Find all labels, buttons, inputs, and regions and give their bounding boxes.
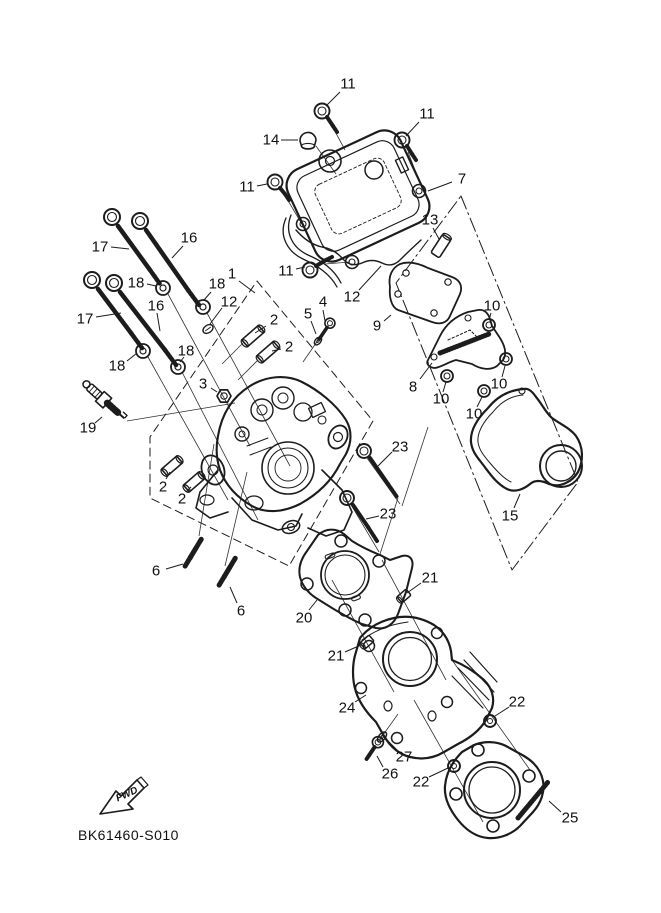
diagram-code: BK61460-S010: [78, 827, 179, 843]
callout-9: 9: [372, 317, 382, 335]
washer-18a: [156, 281, 170, 295]
callout-10: 10: [465, 405, 483, 423]
callout-leader-25: [549, 801, 561, 812]
callout-11: 11: [340, 75, 356, 93]
callout-leader-22: [429, 768, 448, 777]
callout-leader-9: [384, 315, 391, 321]
cylinder-gasket-25-drawing: [445, 742, 548, 838]
callout-18: 18: [127, 274, 145, 292]
callout-2: 2: [177, 490, 187, 508]
callout-26: 26: [381, 765, 399, 783]
callout-27: 27: [395, 748, 413, 766]
callout-leader-12: [359, 266, 381, 290]
callout-14: 14: [262, 131, 280, 149]
callout-leader-15: [514, 494, 520, 508]
callout-18: 18: [208, 275, 226, 293]
bracket-8-drawing: [427, 310, 505, 369]
callout-5: 5: [303, 305, 313, 323]
dashdot-box-gasket-group: [396, 196, 578, 570]
callout-19: 19: [79, 419, 97, 437]
callout-leader-20: [309, 600, 317, 610]
callout-leader-17: [111, 247, 129, 249]
callout-25: 25: [561, 809, 579, 827]
callout-3: 3: [198, 375, 208, 393]
cover-bolts-drawing: [268, 104, 417, 278]
callout-leader-16: [157, 313, 160, 331]
callout-23: 23: [379, 505, 397, 523]
callout-11: 11: [419, 105, 435, 123]
callout-leader-6: [166, 564, 183, 569]
callout-leader-18: [204, 292, 211, 300]
callout-layer: [77, 76, 579, 827]
callout-8: 8: [408, 378, 418, 396]
cylinder-head-cover-drawing: [281, 124, 436, 268]
callout-leader-7: [428, 182, 452, 191]
orings-22-drawing: [448, 715, 496, 772]
callout-24: 24: [338, 699, 356, 717]
callout-2: 2: [284, 338, 294, 356]
callout-leader-5: [311, 321, 316, 334]
heat-plate-9-drawing: [389, 263, 461, 324]
callout-12: 12: [220, 293, 238, 311]
callout-leader-11: [257, 184, 267, 186]
fwd-arrow: [100, 777, 148, 814]
fwd-label: FWD: [114, 785, 140, 805]
spark-plug-drawing: [80, 377, 129, 423]
callout-20: 20: [295, 609, 313, 627]
callout-10: 10: [490, 375, 508, 393]
callout-leader-6: [230, 587, 237, 603]
callout-21: 21: [421, 569, 439, 587]
callout-13: 13: [421, 211, 439, 229]
washer-18d: [171, 360, 185, 374]
callout-leader-23: [366, 516, 379, 519]
callout-12: 12: [343, 288, 361, 306]
washer-5-drawing: [313, 336, 323, 346]
callout-23: 23: [391, 438, 409, 456]
callout-7: 7: [457, 170, 467, 188]
callout-leader-18: [127, 353, 137, 361]
callout-leader-21: [407, 583, 421, 593]
callout-16: 16: [180, 229, 198, 247]
callout-11: 11: [239, 178, 255, 196]
callout-leader-21: [345, 645, 361, 652]
callout-leader-4: [323, 310, 325, 321]
callout-16: 16: [147, 297, 165, 315]
gasket-15-drawing: [471, 388, 582, 491]
callout-10: 10: [432, 390, 450, 408]
studs-6-drawing: [185, 539, 235, 585]
callout-leader-11: [406, 122, 419, 136]
callout-leader-3: [211, 388, 217, 392]
bolt-4-drawing: [315, 316, 337, 342]
callout-leader-8: [420, 363, 432, 379]
callout-18: 18: [177, 342, 195, 360]
callout-leader-16: [172, 246, 183, 258]
callout-leader-18: [147, 284, 156, 286]
grommet-14-drawing: [300, 132, 316, 149]
callout-15: 15: [501, 507, 519, 525]
dowel-pin-13-drawing: [431, 232, 453, 258]
callout-17: 17: [76, 310, 94, 328]
callout-2: 2: [158, 478, 168, 496]
bolt-11a: [315, 104, 338, 133]
head-gasket-20-drawing: [299, 530, 412, 629]
callout-10: 10: [483, 297, 501, 315]
callout-17: 17: [91, 238, 109, 256]
alignment-axis-lines: [127, 122, 530, 822]
callout-6: 6: [236, 602, 246, 620]
callout-21: 21: [327, 647, 345, 665]
callout-22: 22: [412, 773, 430, 791]
callout-11: 11: [278, 262, 294, 280]
callout-1: 1: [227, 265, 237, 283]
callout-2: 2: [269, 311, 279, 329]
callout-18: 18: [108, 357, 126, 375]
callout-leader-22: [495, 707, 509, 716]
callout-leader-23: [378, 452, 392, 466]
callout-22: 22: [508, 693, 526, 711]
nut-3-drawing: [217, 390, 231, 402]
callout-4: 4: [318, 293, 328, 311]
callout-6: 6: [151, 562, 161, 580]
callout-leader-11: [326, 92, 340, 106]
